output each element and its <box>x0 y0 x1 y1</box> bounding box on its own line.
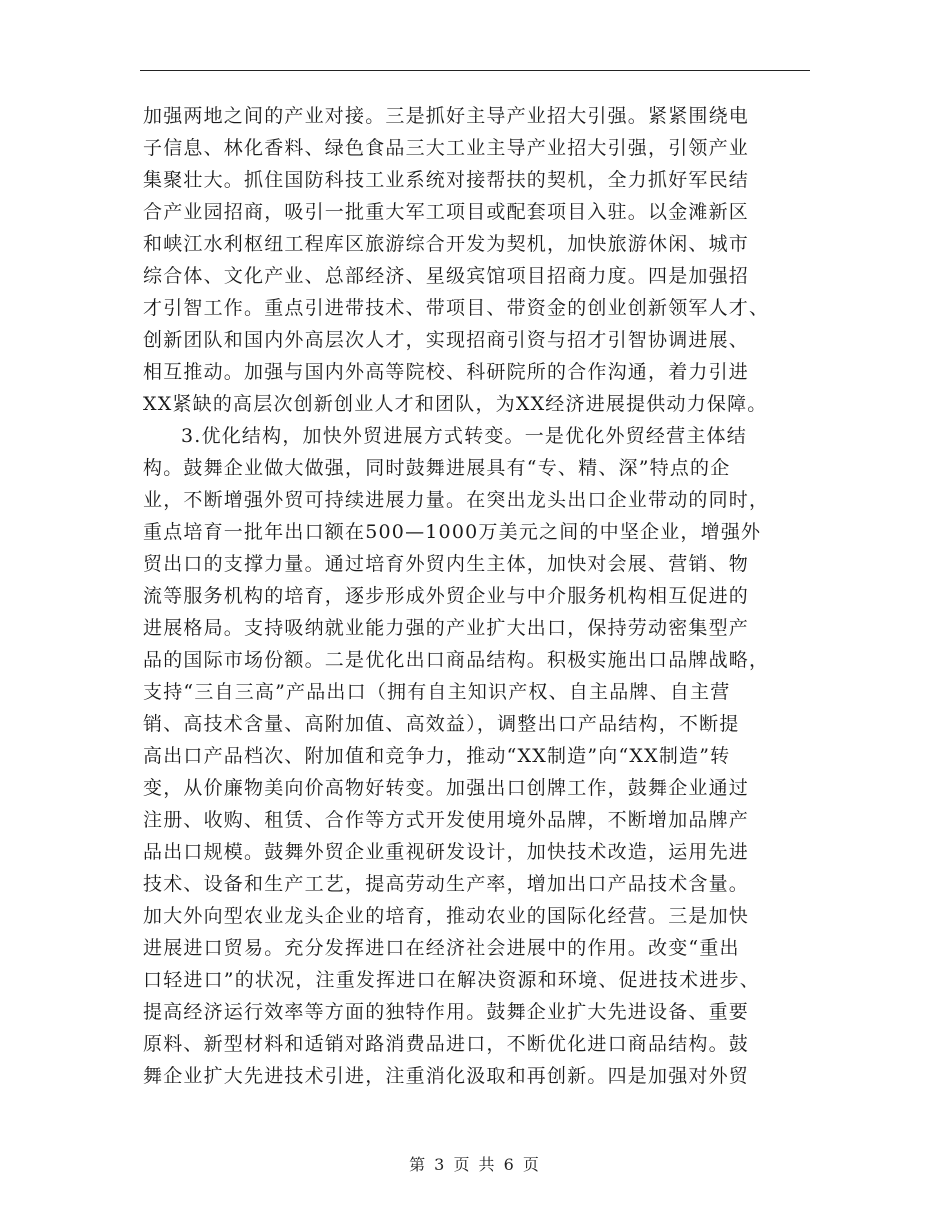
text-line: 加强两地之间的产业对接。三是抓好主导产业招大引强。紧紧围绕电 <box>143 105 750 127</box>
section-heading-line: 3.优化结构，加快外贸进展方式转变。一是优化外贸经营主体结 <box>181 425 747 447</box>
text-line: 技术、设备和生产工艺，提高劳动生产率，增加出口产品技术含量。 <box>143 873 750 895</box>
text-line: 重点培育一批年出口额在500—1000万美元之间的中坚企业，增强外 <box>143 521 762 543</box>
text-line: 销、高技术含量、高附加值、高效益），调整出口产品结构，不断提 <box>143 713 740 735</box>
header-rule <box>140 70 810 71</box>
text-line: 合产业园招商，吸引一批重大军工项目或配套项目入驻。以金滩新区 <box>143 201 750 223</box>
text-line: 业，不断增强外贸可持续进展力量。在突出龙头出口企业带动的同时， <box>143 489 770 511</box>
text-line: 舞企业扩大先进技术引进，注重消化汲取和再创新。四是加强对外贸 <box>143 1065 750 1087</box>
text-line: 贸出口的支撑力量。通过培育外贸内生主体，加快对会展、营销、物 <box>143 553 750 575</box>
text-line: 子信息、林化香料、绿色食品三大工业主导产业招大引强，引领产业 <box>143 137 750 159</box>
text-line: 原料、新型材料和适销对路消费品进口，不断优化进口商品结构。鼓 <box>143 1033 750 1055</box>
text-line: 品出口规模。鼓舞外贸企业重视研发设计，加快技术改造，运用先进 <box>143 841 750 863</box>
text-line: 加大外向型农业龙头企业的培育，推动农业的国际化经营。三是加快 <box>143 905 750 927</box>
text-line: 进展格局。支持吸纳就业能力强的产业扩大出口，保持劳动密集型产 <box>143 617 750 639</box>
document-body <box>143 100 810 1092</box>
page-number: 第 3 页 共 6 页 <box>409 1155 541 1174</box>
text-line: 相互推动。加强与国内外高等院校、科研院所的合作沟通，着力引进 <box>143 361 750 383</box>
text-line: 注册、收购、租赁、合作等方式开发使用境外品牌，不断增加品牌产 <box>143 809 750 831</box>
text-line: 和峡江水利枢纽工程库区旅游综合开发为契机，加快旅游休闲、城市 <box>143 233 750 255</box>
text-line: 才引智工作。重点引进带技术、带项目、带资金的创业创新领军人才、 <box>143 297 770 319</box>
text-line: 综合体、文化产业、总部经济、星级宾馆项目招商力度。四是加强招 <box>143 265 750 287</box>
text-line: 集聚壮大。抓住国防科技工业系统对接帮扶的契机，全力抓好军民结 <box>143 169 750 191</box>
text-line: 口轻进口”的状况，注重发挥进口在解决资源和环境、促进技术进步、 <box>143 969 760 991</box>
text-line: 构。鼓舞企业做大做强，同时鼓舞进展具有“专、精、深”特点的企 <box>143 457 731 479</box>
text-line: 高出口产品档次、附加值和竞争力，推动“XX制造”向“XX制造”转 <box>143 745 731 767</box>
text-line: 提高经济运行效率等方面的独特作用。鼓舞企业扩大先进设备、重要 <box>143 1001 750 1023</box>
text-line: 支持“三自三高”产品出口（拥有自主知识产权、自主品牌、自主营 <box>143 681 731 703</box>
text-line: 进展进口贸易。充分发挥进口在经济社会进展中的作用。改变“重出 <box>143 937 740 959</box>
text-line: XX紧缺的高层次创新创业人才和团队，为XX经济进展提供动力保障。 <box>143 393 768 415</box>
text-line: 品的国际市场份额。二是优化出口商品结构。积极实施出口品牌战略， <box>143 649 770 671</box>
text-line: 变，从价廉物美向价高物好转变。加强出口创牌工作，鼓舞企业通过 <box>143 777 750 799</box>
text-line: 流等服务机构的培育，逐步形成外贸企业与中介服务机构相互促进的 <box>143 585 750 607</box>
text-line: 创新团队和国内外高层次人才，实现招商引资与招才引智协调进展、 <box>143 329 750 351</box>
